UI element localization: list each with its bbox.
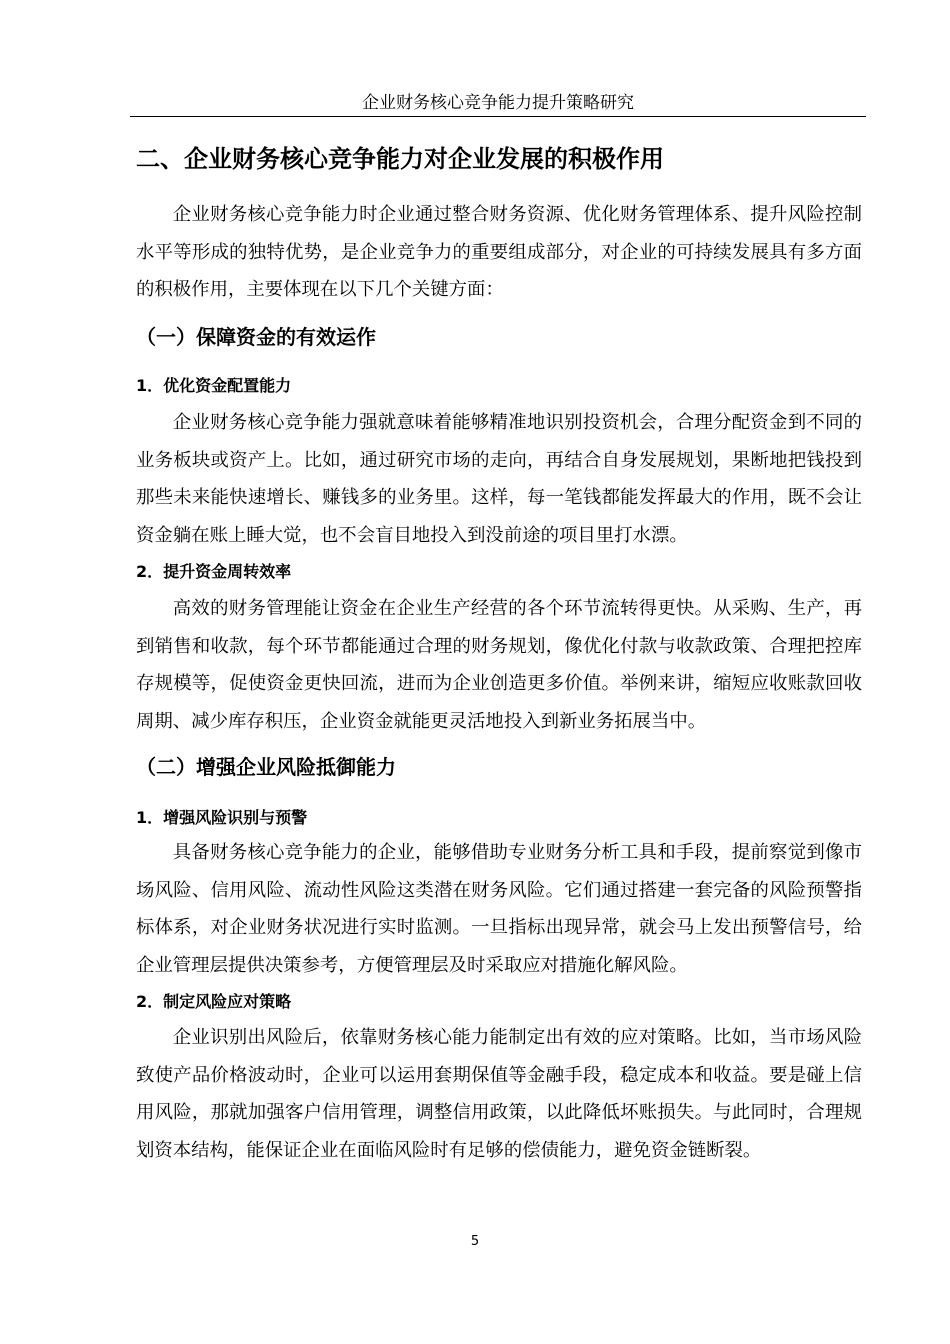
item-title-1-1: 1．优化资金配置能力 (136, 376, 292, 395)
item-title-1-2: 2．提升资金周转效率 (136, 562, 292, 581)
item-title-2-2: 2．制定风险应对策略 (136, 992, 292, 1011)
item-body-2-1: 具备财务核心竞争能力的企业，能够借助专业财务分析工具和手段，提前察觉到像市场风险、信用风险、流动性风险这类潜在财务风险。它们通过搭建一套完备的风险预警指标体系，对企业财务状况进行实时监测。一旦指标出现异常，就会马上发出预警信号，给企业管理层提供决策参考，方便管理层及时采取应对措施化解风险。 (136, 842, 862, 976)
item-body-2-2: 企业识别出风险后，依靠财务核心能力能制定出有效的应对策略。比如，当市场风险致使产品价格波动时，企业可以运用套期保值等金融手段，稳定成本和收益。要是碰上信用风险，那就加强客户信用管理，调整信用政策，以此降低坏账损失。与此同时，合理规划资本结构，能保证企业在面临风险时有足够的偿债能力，避免资金链断裂。 (136, 1027, 862, 1161)
subsection-title-1: （一）保障资金的有效运作 (136, 325, 376, 349)
running-header: 企业财务核心竞争能力提升策略研究 (362, 93, 634, 113)
section-title: 二、企业财务核心竞争能力对企业发展的积极作用 (136, 145, 664, 173)
page-number: 5 (470, 1234, 480, 1249)
item-body-1-2: 高效的财务管理能让资金在企业生产经营的各个环节流转得更快。从采购、生产，再到销售和收款，每个环节都能通过合理的财务规划，像优化付款与收款政策、合理把控库存规模等，促使资金更快回流，进而为企业创造更多价值。举例来讲，缩短应收账款回收周期、减少库存积压，企业资金就能更灵活地投入到新业务拓展当中。 (136, 598, 862, 732)
item-title-2-1: 1．增强风险识别与预警 (136, 808, 308, 827)
item-body-1-1: 企业财务核心竞争能力强就意味着能够精准地识别投资机会，合理分配资金到不同的业务板块或资产上。比如，通过研究市场的走向，再结合自身发展规划，果断地把钱投到那些未来能快速增长、赚钱多的业务里。这样，每一笔钱都能发挥最大的作用，既不会让资金躺在账上睡大觉，也不会盲目地投入到没前途的项目里打水漂。 (136, 412, 862, 546)
header-rule (130, 116, 866, 117)
subsection-title-2: （二）增强企业风险抵御能力 (136, 755, 396, 779)
section-intro-paragraph: 企业财务核心竞争能力时企业通过整合财务资源、优化财务管理体系、提升风险控制水平等形成的独特优势，是企业竞争力的重要组成部分，对企业的可持续发展具有多方面的积极作用，主要体现在以下几个关键方面： (136, 204, 862, 300)
